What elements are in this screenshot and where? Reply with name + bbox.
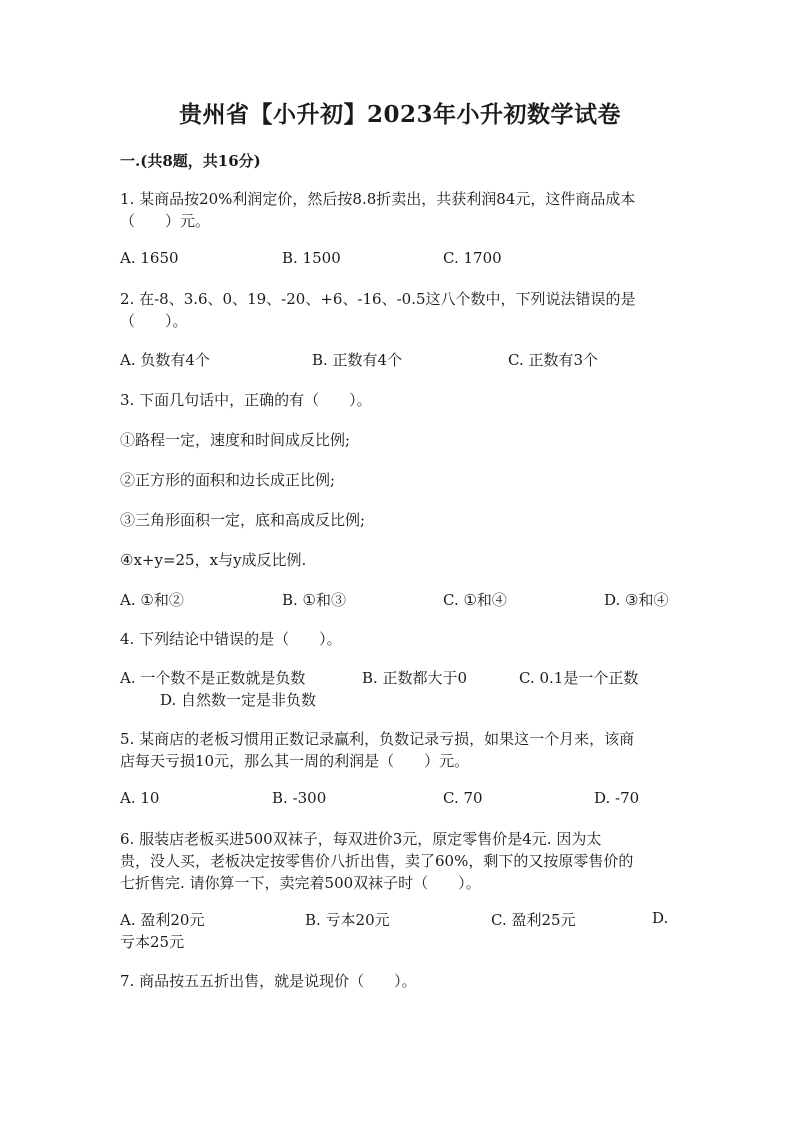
question-3-statement-4: ④x+y=25，x与y成反比例. (120, 551, 307, 569)
question-5-stem-line-2: 店每天亏损10元，那么其一周的利润是（ ）元。 (120, 752, 470, 770)
question-1-stem-line-1: 1. 某商品按20%利润定价，然后按8.8折卖出，共获利润84元，这件商品成本 (120, 190, 636, 208)
question-6-option-d-text: 亏本25元 (120, 933, 185, 951)
question-6-stem-line-3: 七折售完. 请你算一下，卖完着500双袜子时（ ）。 (120, 874, 481, 892)
question-6-option-d-label: D. (652, 909, 669, 927)
question-6-stem-line-2: 贵，没人买，老板决定按零售价八折出售，卖了60%，剩下的又按原零售价的 (120, 852, 634, 870)
question-5-option-b: B. -300 (272, 789, 327, 807)
question-3-option-c: C. ①和④ (443, 591, 507, 609)
question-5-option-a: A. 10 (120, 789, 160, 807)
question-2-option-c: C. 正数有3个 (508, 351, 599, 369)
question-4-option-c: C. 0.1是一个正数 (519, 669, 639, 687)
question-6-option-a: A. 盈利20元 (120, 911, 205, 929)
question-3-statement-1: ①路程一定，速度和时间成反比例; (120, 431, 351, 449)
question-3-statement-2: ②正方形的面积和边长成正比例; (120, 471, 336, 489)
question-1-option-a: A. 1650 (120, 249, 179, 267)
question-2-option-b: B. 正数有4个 (312, 351, 403, 369)
question-6-stem-line-1: 6. 服装店老板买进500双袜子，每双进价3元，原定零售价是4元. 因为太 (120, 830, 602, 848)
page-title: 贵州省【小升初】2023年小升初数学试卷 (178, 101, 621, 128)
question-3-statement-3: ③三角形面积一定，底和高成反比例; (120, 511, 366, 529)
section-heading: 一.(共8题，共16分) (120, 152, 261, 170)
question-5-option-d: D. -70 (594, 789, 640, 807)
question-7-stem: 7. 商品按五五折出售，就是说现价（ ）。 (120, 972, 417, 990)
question-2-stem-line-1: 2. 在-8、3.6、0、19、-20、+6、-16、-0.5这八个数中，下列说法错误的是 (120, 290, 636, 308)
question-5-option-c: C. 70 (443, 789, 483, 807)
question-4-option-d: D. 自然数一定是非负数 (160, 691, 317, 709)
question-4-stem: 4. 下列结论中错误的是（ ）。 (120, 630, 342, 648)
question-3-option-b: B. ①和③ (282, 591, 347, 609)
question-3-stem: 3. 下面几句话中，正确的有（ ）。 (120, 391, 372, 409)
question-5-stem-line-1: 5. 某商店的老板习惯用正数记录赢利，负数记录亏损，如果这一个月来，该商 (120, 730, 635, 748)
question-2-stem-line-2: （ ）。 (120, 312, 188, 330)
question-3-option-d: D. ③和④ (604, 591, 669, 609)
question-1-option-c: C. 1700 (443, 249, 502, 267)
question-1-option-b: B. 1500 (282, 249, 341, 267)
question-2-option-a: A. 负数有4个 (120, 351, 210, 369)
question-4-option-b: B. 正数都大于0 (362, 669, 468, 687)
question-4-option-a: A. 一个数不是正数就是负数 (120, 669, 306, 687)
question-3-option-a: A. ①和② (120, 591, 184, 609)
question-6-option-c: C. 盈利25元 (491, 911, 576, 929)
question-6-option-b: B. 亏本20元 (305, 911, 390, 929)
question-1-stem-line-2: （ ）元。 (120, 212, 211, 230)
